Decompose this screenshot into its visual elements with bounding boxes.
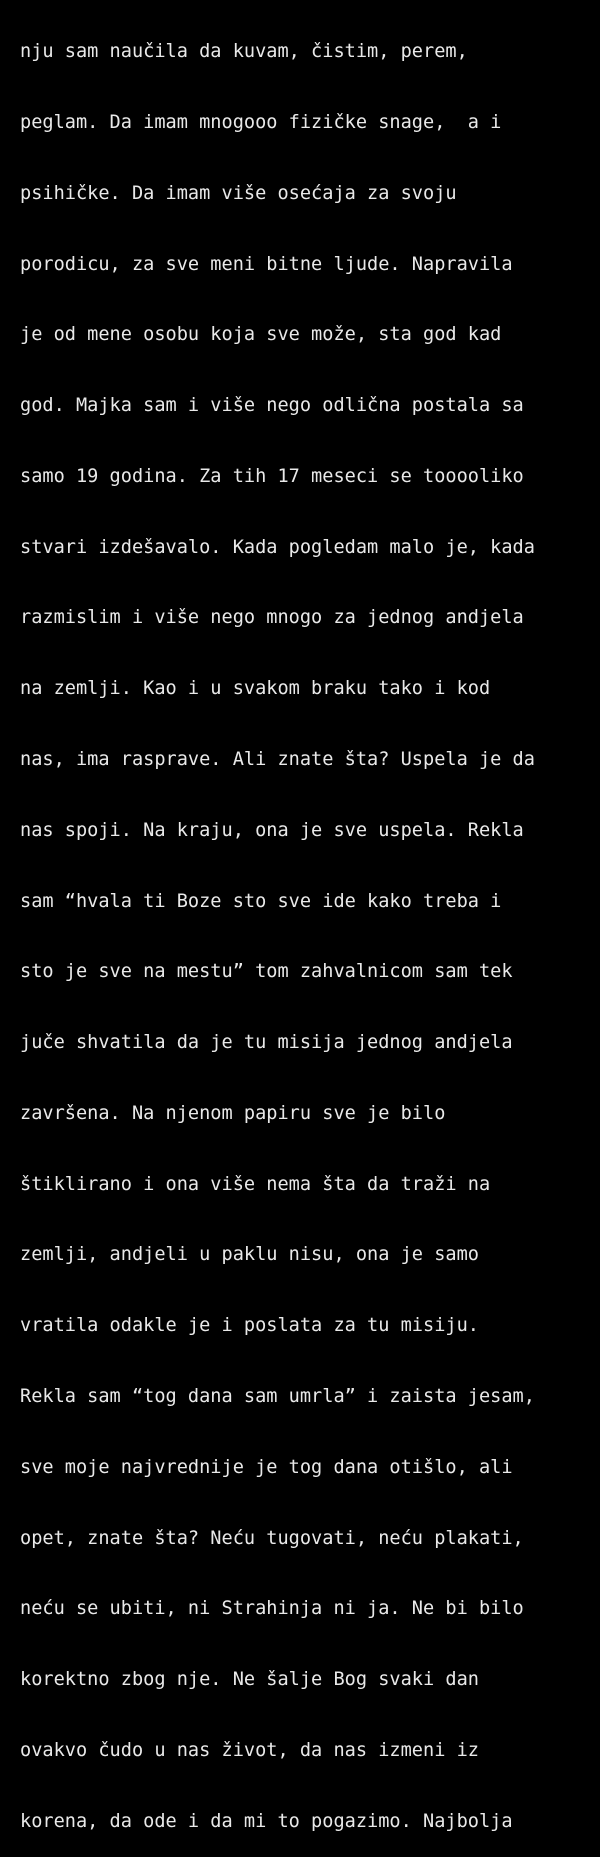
story-line: sto je sve na mestu” tom zahvalnicom sam tek bbox=[20, 961, 513, 983]
story-line: nas spoji. Na kraju, ona je sve uspela. Rekla bbox=[20, 819, 524, 841]
story-text-block bbox=[20, 0, 595, 1857]
story-line: štiklirano i ona više nema šta da traži na bbox=[20, 1173, 491, 1195]
story-line: na zemlji. Kao i u svakom braku tako i kod bbox=[20, 678, 491, 700]
story-line: Rekla sam “tog dana sam umrla” i zaista jesam, bbox=[20, 1386, 535, 1408]
story-line: korena, da ode i da mi to pogazimo. Najbolja bbox=[20, 1810, 513, 1832]
story-line: vratila odakle je i poslata za tu misiju. bbox=[20, 1315, 479, 1337]
story-line: zemlji, andjeli u paklu nisu, ona je samo bbox=[20, 1244, 479, 1266]
story-line: ovakvo čudo u nas život, da nas izmeni iz bbox=[20, 1739, 479, 1761]
story-line: korektno zbog nje. Ne šalje Bog svaki dan bbox=[20, 1669, 479, 1691]
story-line: juče shvatila da je tu misija jednog andjela bbox=[20, 1032, 513, 1054]
story-line: razmislim i više nego mnogo za jednog andjela bbox=[20, 607, 524, 629]
story-line: je od mene osobu koja sve može, sta god kad bbox=[20, 324, 502, 346]
story-line: opet, znate šta? Neću tugovati, neću plakati, bbox=[20, 1527, 524, 1549]
story-line: stvari izdešavalo. Kada pogledam malo je, kada bbox=[20, 536, 535, 558]
story-line: psihičke. Da imam više osećaja za svoju bbox=[20, 182, 457, 204]
story-line: završena. Na njenom papiru sve je bilo bbox=[20, 1102, 446, 1124]
story-line: sve moje najvrednije je tog dana otišlo, ali bbox=[20, 1456, 513, 1478]
story-line: porodicu, za sve meni bitne ljude. Napravila bbox=[20, 253, 513, 275]
story-line: nju sam naučila da kuvam, čistim, perem, bbox=[20, 41, 468, 63]
story-line: neću se ubiti, ni Strahinja ni ja. Ne bi bilo bbox=[20, 1598, 524, 1620]
story-line: sam “hvala ti Boze sto sve ide kako treba i bbox=[20, 890, 502, 912]
story-line: peglam. Da imam mnogooo fizičke snage, a i bbox=[20, 111, 502, 133]
story-line: samo 19 godina. Za tih 17 meseci se tooooliko bbox=[20, 465, 524, 487]
story-line: god. Majka sam i više nego odlična postala sa bbox=[20, 395, 524, 417]
story-line: nas, ima rasprave. Ali znate šta? Uspela je da bbox=[20, 749, 535, 770]
